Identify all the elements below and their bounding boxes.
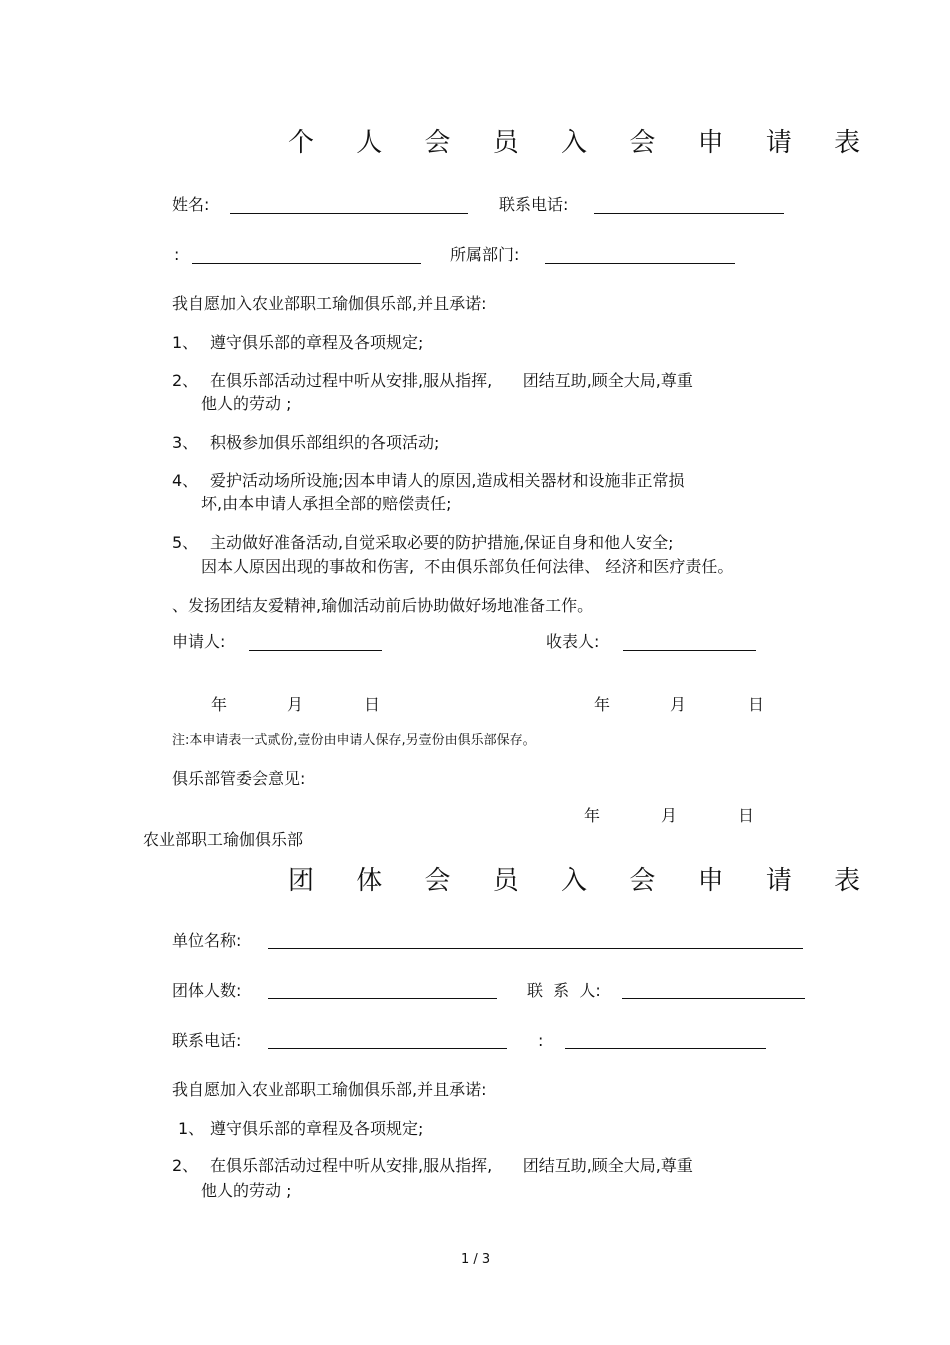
pledge-item <box>172 333 423 353</box>
contact-person-field[interactable] <box>622 998 805 999</box>
group-pledge-item <box>172 1156 693 1176</box>
pledge-item-number: 1、 <box>178 1119 205 1138</box>
pledge-item-six: 、发扬团结友爱精神,瑜伽活动前后协助做好场地准备工作。 <box>172 596 594 615</box>
pledge-item-text: 爱护活动场所设施;因本申请人的原因,造成相关器材和设施非正常损 <box>210 471 685 490</box>
pledge-item-number: 1、 <box>172 333 199 352</box>
group-count-label: 团体人数: <box>172 981 242 1000</box>
group-pledge-item <box>178 1119 423 1139</box>
unit-name-label: 单位名称: <box>172 931 242 950</box>
group-form-title: 团 体 会 员 入 会 申 请 表 <box>288 866 878 896</box>
pledge-item-number: 5、 <box>172 533 199 552</box>
committee-opinion-label: 俱乐部管委会意见: <box>172 769 306 788</box>
personal-form-title: 个 人 会 员 入 会 申 请 表 <box>288 128 878 158</box>
phone-label: 联系电话: <box>499 195 569 214</box>
applicant-signature-field[interactable] <box>249 650 382 651</box>
receiver-date-day: 日 <box>748 695 765 714</box>
committee-date-month: 月 <box>661 806 678 825</box>
pledge-item-continuation: 坏,由本申请人承担全部的赔偿责任; <box>201 494 452 513</box>
group-blank-field[interactable] <box>565 1048 766 1049</box>
applicant-label: 申请人: <box>172 632 226 651</box>
pledge-item-text: 在俱乐部活动过程中听从安排,服从指挥, 团结互助,顾全大局,尊重 <box>210 371 693 390</box>
pledge-item-number: 2、 <box>172 371 199 390</box>
unit-name-field[interactable] <box>268 948 803 949</box>
pledge-item-text: 遵守俱乐部的章程及各项规定; <box>210 1119 424 1138</box>
receiver-date-month: 月 <box>670 695 687 714</box>
group-pledge-item-continuation: 他人的劳动 ; <box>201 1181 292 1200</box>
pledge-item-text: 积极参加俱乐部组织的各项活动; <box>210 433 440 452</box>
pledge-item-text: 遵守俱乐部的章程及各项规定; <box>210 333 424 352</box>
blank-label: : <box>174 245 180 264</box>
pledge-item <box>172 433 439 453</box>
pledge-item-continuation: 因本人原因出现的事故和伤害, 不由俱乐部负任何法律、 经济和医疗责任。 <box>201 557 734 576</box>
pledge-item-text: 主动做好准备活动,自觉采取必要的防护措施,保证自身和他人安全; <box>210 533 674 552</box>
pledge-item-number: 3、 <box>172 433 199 452</box>
pledge-item <box>172 533 674 553</box>
group-blank-label: : <box>538 1031 544 1050</box>
name-field[interactable] <box>230 213 468 214</box>
group-phone-label: 联系电话: <box>172 1031 242 1050</box>
pledge-item-number: 4、 <box>172 471 199 490</box>
applicant-date-year: 年 <box>211 695 228 714</box>
receiver-date-year: 年 <box>594 695 611 714</box>
committee-date-day: 日 <box>738 806 755 825</box>
pledge-intro: 我自愿加入农业部职工瑜伽俱乐部,并且承诺: <box>172 294 487 313</box>
phone-field[interactable] <box>594 213 784 214</box>
page-number: 1 / 3 <box>461 1252 491 1267</box>
applicant-date-month: 月 <box>287 695 304 714</box>
pledge-item-number: 2、 <box>172 1156 199 1175</box>
contact-person-label: 联 系 人: <box>527 981 601 1000</box>
name-label: 姓名: <box>172 195 210 214</box>
form-note: 注:本申请表一式贰份,壹份由申请人保存,另壹份由俱乐部保存。 <box>172 733 536 748</box>
pledge-item-text: 在俱乐部活动过程中听从安排,服从指挥, 团结互助,顾全大局,尊重 <box>210 1156 693 1175</box>
applicant-date-day: 日 <box>364 695 381 714</box>
receiver-label: 收表人: <box>546 632 600 651</box>
blank-field[interactable] <box>192 263 421 264</box>
group-count-field[interactable] <box>268 998 497 999</box>
group-pledge-intro: 我自愿加入农业部职工瑜伽俱乐部,并且承诺: <box>172 1080 487 1099</box>
committee-date-year: 年 <box>584 806 601 825</box>
group-phone-field[interactable] <box>268 1048 507 1049</box>
pledge-item-continuation: 他人的劳动 ; <box>201 394 292 413</box>
pledge-item <box>172 371 693 391</box>
department-label: 所属部门: <box>450 245 520 264</box>
pledge-item <box>172 471 684 491</box>
receiver-signature-field[interactable] <box>623 650 756 651</box>
club-name: 农业部职工瑜伽俱乐部 <box>143 830 304 849</box>
department-field[interactable] <box>545 263 735 264</box>
